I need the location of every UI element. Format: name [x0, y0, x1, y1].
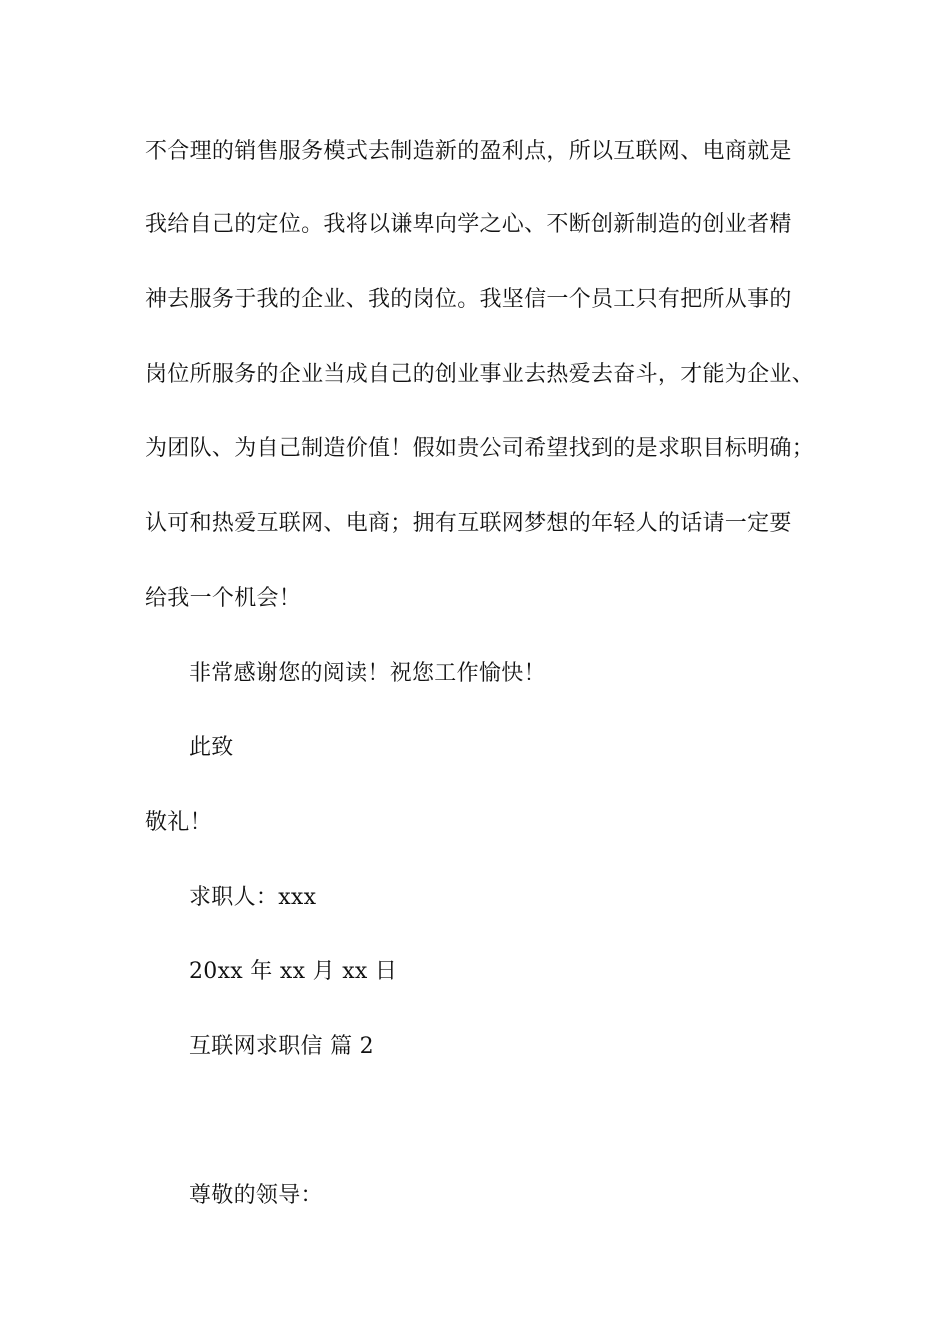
body-text-line: 我给自己的定位。我将以谦卑向学之心、不断创新制造的创业者精 — [145, 212, 792, 237]
body-text-line: 神去服务于我的企业、我的岗位。我坚信一个员工只有把所从事的 — [145, 287, 792, 312]
greeting-line: 尊敬的领导： — [189, 1183, 323, 1208]
body-text-line: 认可和热爱互联网、电商；拥有互联网梦想的年轻人的话请一定要 — [145, 511, 792, 536]
body-text-line: 岗位所服务的企业当成自己的创业事业去热爱去奋斗，才能为企业、 — [145, 362, 815, 387]
signature-line: 求职人：xxx — [189, 885, 317, 910]
section-title: 互联网求职信 篇 2 — [189, 1034, 374, 1059]
closing-line: 此致 — [189, 735, 234, 760]
body-text-line: 不合理的销售服务模式去制造新的盈利点，所以互联网、电商就是 — [145, 139, 792, 164]
body-text-line: 给我一个机会！ — [145, 586, 302, 611]
body-text-line: 为团队、为自己制造价值！假如贵公司希望找到的是求职目标明确； — [145, 436, 815, 461]
date-line: 20xx 年 xx 月 xx 日 — [189, 959, 398, 984]
thanks-line: 非常感谢您的阅读！祝您工作愉快！ — [189, 661, 546, 686]
salute-line: 敬礼！ — [145, 810, 212, 835]
